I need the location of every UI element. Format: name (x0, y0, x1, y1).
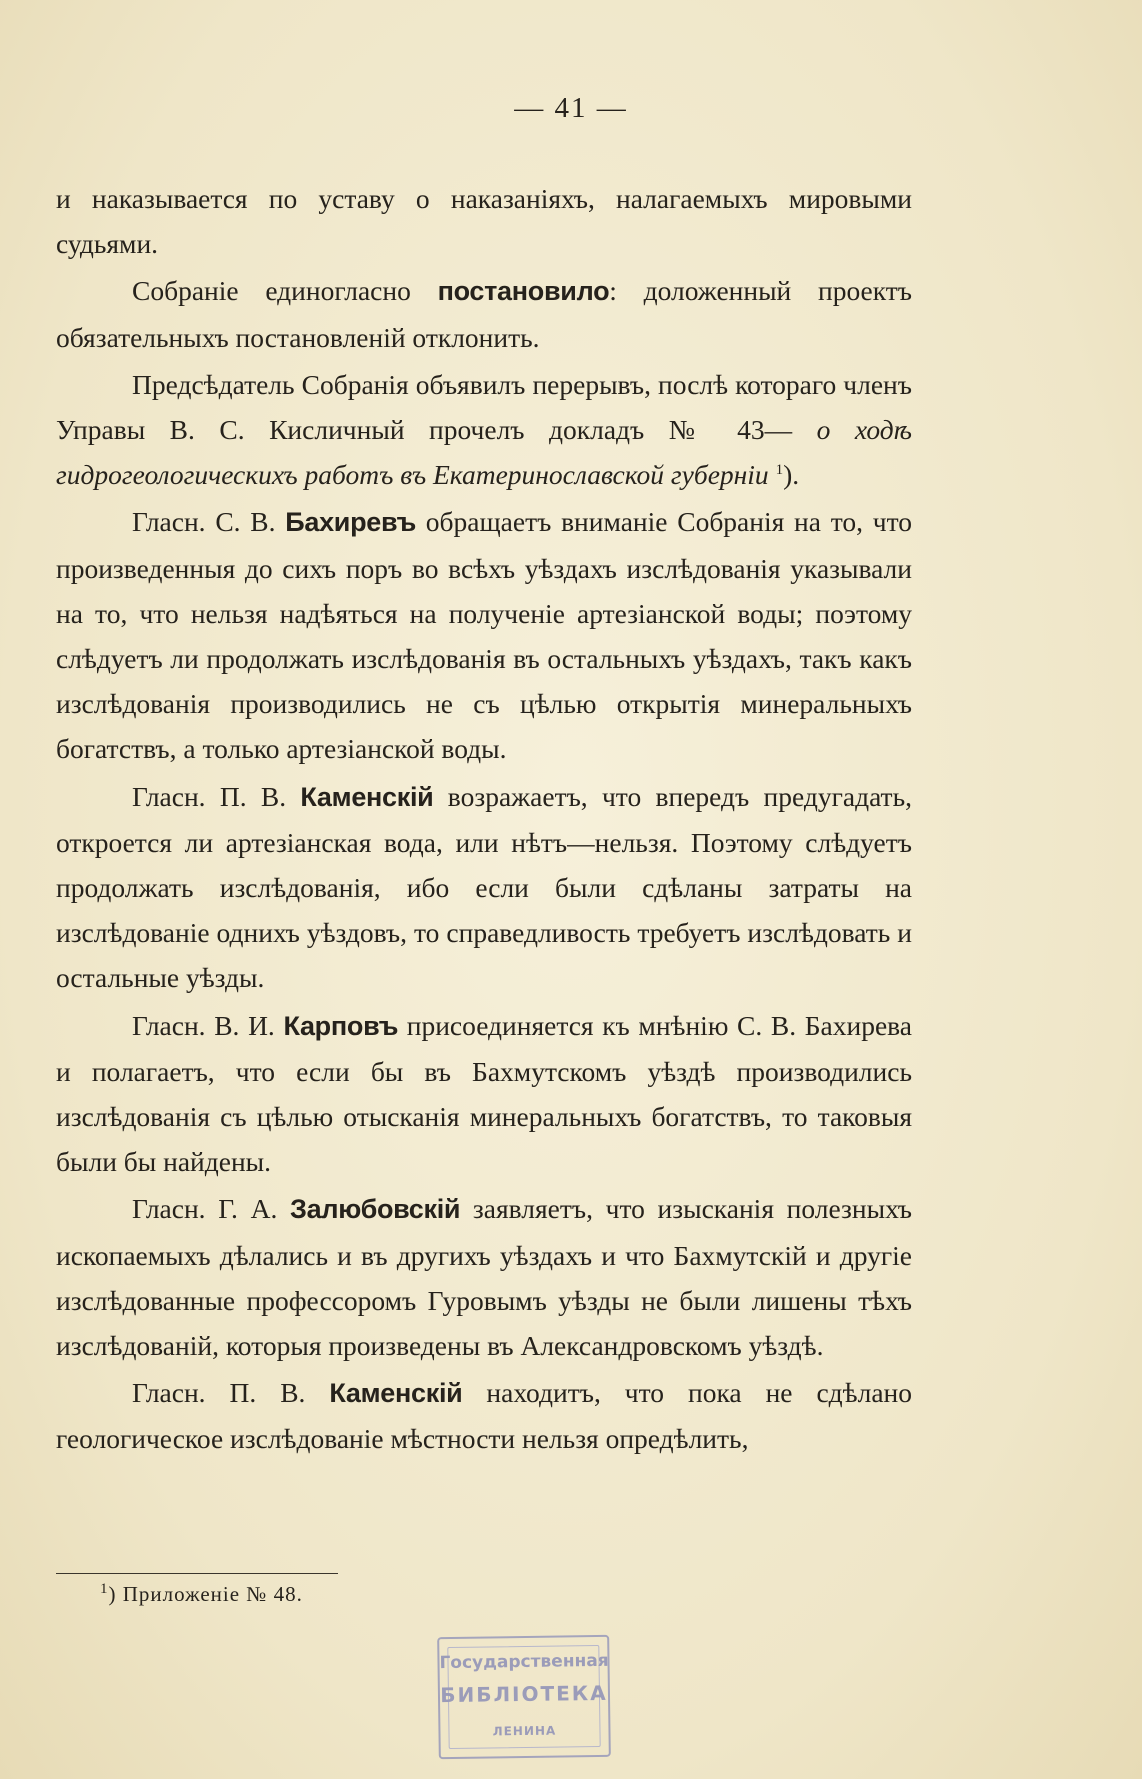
footnote-mark: 1 (100, 1581, 109, 1597)
paragraph-8 (56, 1370, 912, 1461)
paragraph-7 (56, 1186, 912, 1368)
paragraph-2-text-c: : доложенный проектъ обязательныхъ постановленій отклонить. (56, 275, 912, 353)
speaker-name: Залюбовскій (290, 1194, 461, 1225)
paragraph-6 (56, 1003, 912, 1185)
speaker-name: Карповъ (283, 1010, 399, 1041)
speaker-name: Каменскій (329, 1378, 463, 1409)
stamp-line-2: БИБЛІОТЕКА (440, 1680, 608, 1708)
paragraph-5 (56, 774, 912, 1001)
footnote-text: ) Приложеніе № 48. (108, 1582, 303, 1606)
paragraph-5-text-a: Гласн. П. В. (132, 780, 301, 812)
footnote-reference: 1 (775, 462, 784, 479)
library-stamp (437, 1635, 611, 1759)
speaker-name: Каменскій (300, 781, 434, 812)
page-number: — 41 — (514, 92, 628, 124)
paragraph-3-text-d: ). (783, 459, 800, 491)
paragraph-3-text-c (769, 459, 776, 490)
footnote-divider (56, 1573, 338, 1574)
footnote (100, 1582, 303, 1607)
paragraph-6-text-a: Гласн. В. И. (132, 1009, 284, 1041)
paragraph-3-text-a: Предсѣдатель Собранія объявилъ перерывъ, послѣ котораго членъ Управы В. С. Кисличный прочелъ докладъ № 43— (56, 368, 912, 446)
paragraph-1 (56, 176, 912, 266)
speaker-name: Бахиревъ (285, 507, 417, 538)
paragraph-7-text-c: заявляетъ, что изысканія полезныхъ ископаемыхъ дѣлались и въ другихъ уѣздахъ и что Бахмутскій и другіе изслѣдованные профессоромъ Гуровымъ уѣзды не были лишены тѣхъ изслѣдованій, которыя произведены въ Александровскомъ уѣздѣ. (56, 1193, 912, 1362)
paragraph-8-text-a: Гласн. П. В. (132, 1377, 330, 1409)
paragraph-4-text-c: обращаетъ вниманіе Собранія на то, что произведенныя до сихъ поръ во всѣхъ уѣздахъ изслѣдованія указывали на то, что нельзя надѣяться на полученіе артезіанской воды; поэтому слѣдуетъ ли продолжать изслѣдованія въ остальныхъ уѣздахъ, такъ какъ изслѣдованія производились не съ цѣлью открытія минеральныхъ богатствъ, а только артезіанской воды. (56, 506, 912, 765)
body-text (56, 176, 912, 1462)
resolution-keyword: постановило (437, 276, 610, 307)
paragraph-2-text-a: Собраніе единогласно (132, 275, 438, 307)
paragraph-5-text-c: возражаетъ, что впередъ предугадать, откроется ли артезіанская вода, или нѣтъ—нельзя. Поэтому слѣдуетъ продолжать изслѣдованія, ибо если были сдѣланы затраты на изслѣдованіе однихъ уѣздовъ, то справедливость требуетъ изслѣдовать и остальные уѣзды. (56, 780, 912, 994)
stamp-line-3: ЛЕНИНА (492, 1723, 557, 1739)
paragraph-8-text-c: находитъ, что пока не сдѣлано геологическое изслѣдованіе мѣстности нельзя опредѣлить, (56, 1377, 912, 1455)
paragraph-7-text-a: Гласн. Г. А. (132, 1193, 291, 1225)
paragraph-4 (56, 499, 912, 771)
report-title: о ходѣ гидрогеологическихъ работъ въ Екатеринославской губерніи (56, 414, 912, 491)
paragraph-6-text-c: присоединяется къ мнѣнію С. В. Бахирева и полагаетъ, что если бы въ Бахмутскомъ уѣздѣ производились изслѣдованія съ цѣлью отысканія минеральныхъ богатствъ, то таковыя были бы найдены. (56, 1009, 912, 1178)
paragraph-4-text-a: Гласн. С. В. (132, 506, 286, 538)
paragraph-2 (56, 268, 912, 359)
stamp-line-1: Государственная (439, 1650, 609, 1674)
paragraph-1-text: и наказывается по уставу о наказаніяхъ, налагаемыхъ мировыми судьями. (56, 183, 912, 260)
paragraph-3 (56, 362, 912, 498)
